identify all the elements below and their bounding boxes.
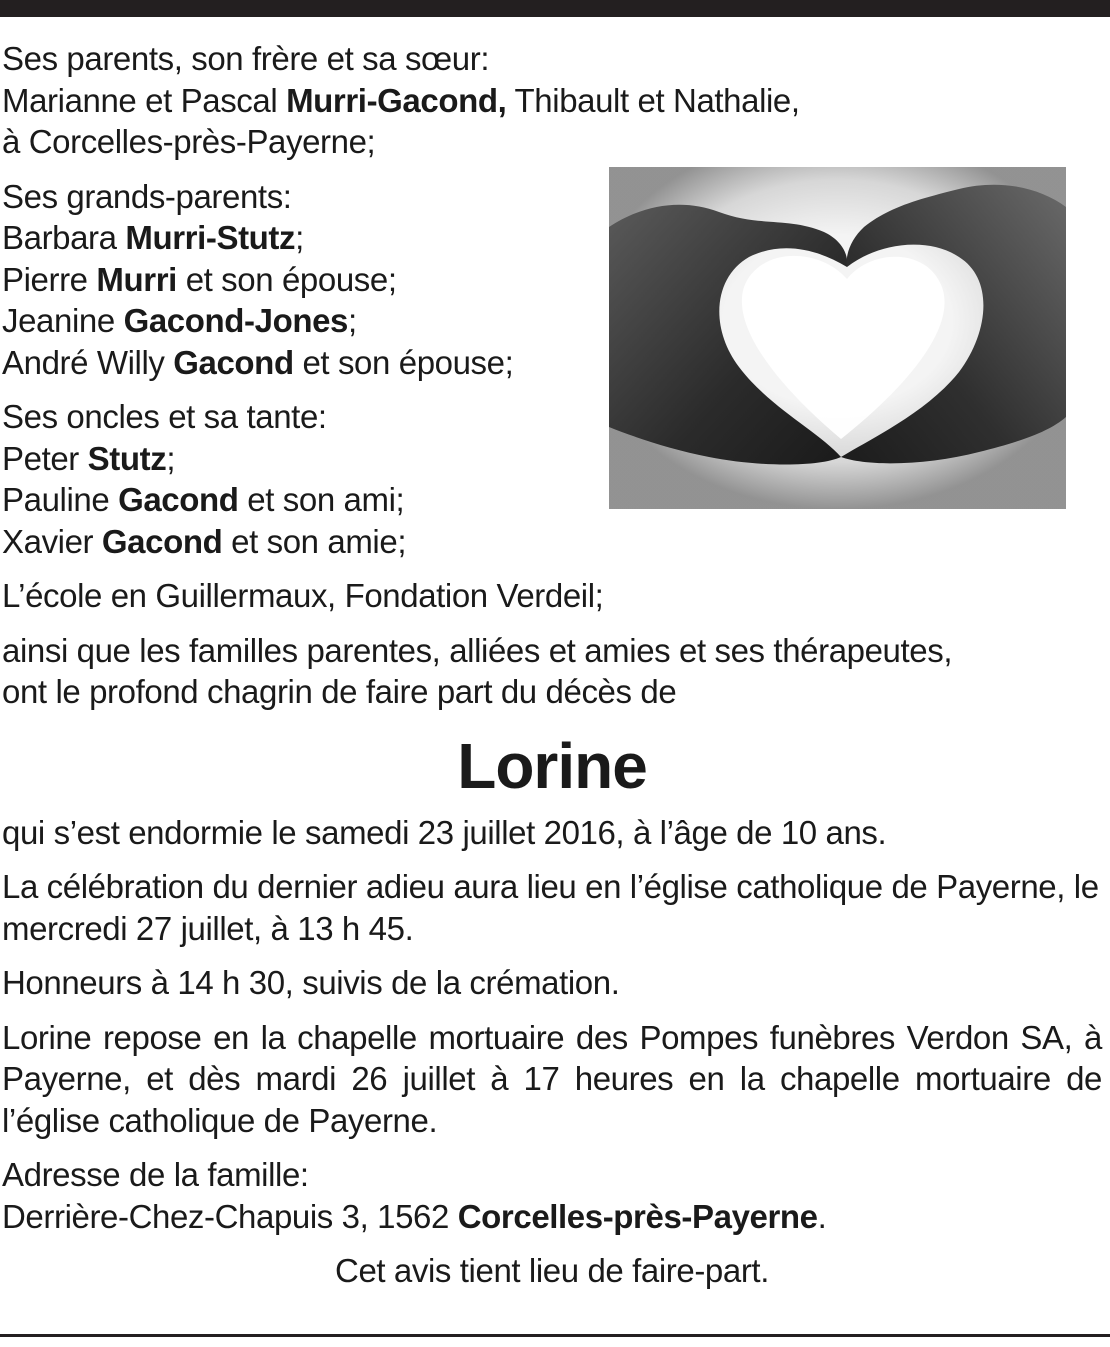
grandparent-entry: André Willy Gacond et son épouse;: [2, 343, 514, 381]
uncles-intro: Ses oncles et sa tante:: [2, 398, 327, 435]
address-line: Derrière-Chez-Chapuis 3, 1562 Corcelles-près-Payerne.: [2, 1197, 827, 1235]
address-town: Corcelles-près-Payerne: [457, 1197, 818, 1235]
grandparents-intro: Ses grands-parents:: [2, 177, 292, 215]
parents-place: à Corcelles-près-Payerne;: [2, 123, 376, 160]
uncle-entry: Peter Stutz;: [2, 439, 176, 477]
announcement-block: [2, 630, 1102, 713]
parents-names: Marianne et Pascal Murri-Gacond, Thibault et Nathalie,: [2, 81, 800, 119]
rest-info: Lorine repose en la chapelle mortuaire des Pompes funèbres Verdon SA, à Payerne, et dès mardi 26 juillet à 17 heures en la chapelle mortuaire de l’église catholique de Payerne.: [2, 1018, 1102, 1139]
death-info: qui s’est endormie le samedi 23 juillet 2016, à l’âge de 10 ans.: [2, 813, 887, 851]
parents-block: [2, 38, 1102, 163]
address-label: Adresse de la famille:: [2, 1156, 309, 1193]
deceased-name: Lorine: [457, 729, 647, 802]
school-line: L’école en Guillermaux, Fondation Verdeil;: [2, 577, 604, 614]
announcement-line: ont le profond chagrin de faire part du décès de: [2, 673, 677, 710]
honors-info: Honneurs à 14 h 30, suivis de la crémation.: [2, 964, 620, 1001]
bottom-rule: [0, 1334, 1110, 1337]
heart-hands-photo: [609, 167, 1066, 509]
grandparent-entry: Jeanine Gacond-Jones;: [2, 302, 357, 339]
heart-hands-image: [609, 167, 1066, 509]
grandparent-entry: Barbara Murri-Stutz;: [2, 219, 304, 256]
parents-surname: Murri-Gacond,: [286, 81, 507, 119]
announcement-line: ainsi que les familles parentes, alliées et amies et ses thérapeutes,: [2, 631, 953, 669]
uncle-entry: Pauline Gacond et son ami;: [2, 481, 405, 518]
top-rule: [0, 0, 1110, 17]
parents-intro: Ses parents, son frère et sa sœur:: [2, 40, 490, 77]
closing-note: Cet avis tient lieu de faire-part.: [335, 1252, 769, 1289]
grandparent-entry: Pierre Murri et son épouse;: [2, 260, 397, 298]
ceremony-info: La célébration du dernier adieu aura lieu en l’église catholique de Payerne, le mercredi 27 juillet, à 13 h 45.: [2, 868, 1099, 947]
family-address: [2, 1154, 1102, 1237]
uncle-entry: Xavier Gacond et son amie;: [2, 522, 407, 560]
